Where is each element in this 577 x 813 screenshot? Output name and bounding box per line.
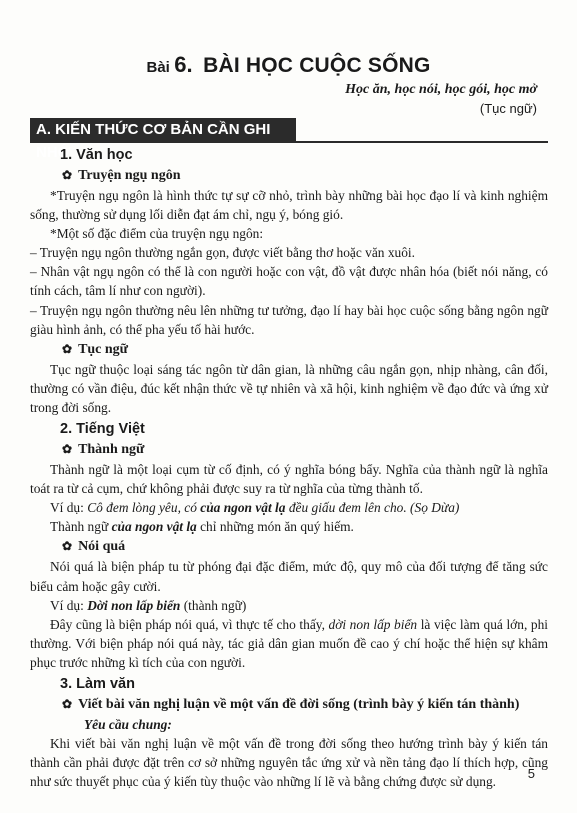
- list-item: – Nhân vật ngụ ngôn có thể là con người hoặc con vật, đồ vật được nhân hóa (biết nói năng, có tính cách, tâm lí như con người).: [30, 264, 548, 299]
- subheading-essay-label: Viết bài văn nghị luận về một vấn đề đời sống (trình bày ý kiến tán thành): [78, 696, 520, 712]
- subheading-fable-label: Truyện ngụ ngôn: [78, 168, 181, 183]
- heading-literature: 1. Văn học: [60, 147, 133, 163]
- flower-bullet-icon: ✿: [62, 539, 73, 554]
- example: [30, 596, 548, 615]
- heading-writing: 3. Làm văn: [60, 675, 135, 692]
- list-item: – Truyện ngụ ngôn thường ngắn gọn, được viết bằng thơ hoặc văn xuôi.: [30, 245, 415, 261]
- epigraph: Học ăn, học nói, học gói, học mở: [345, 82, 537, 97]
- paragraph: Khi viết bài văn nghị luận về một vấn đề trong đời sống theo hướng trình bày ý kiến tán thành cần phải được đặt trên cơ sở những nguyên tắc ứng xử và nền tảng đạo lí thích hợp, cũng như sức thuyết phục của ý kiến tùy thuộc vào những lí lẽ và bằng chứng được sử dụng.: [30, 736, 548, 790]
- text: là việc làm quá lớn, phi thường. Với biện pháp nói quá này, tác giả dân gian muốn đề cao ý chí hoặc thể hiện sự khâm phục trước những kì tích của con người.: [30, 616, 549, 670]
- paragraph: *Truyện ngụ ngôn là hình thức tự sự cỡ nhỏ, trình bày những bài học đạo lí và kinh nghiệm sống, thường sử dụng lối diễn đạt ám chỉ, ngụ ý, bóng gió.: [30, 188, 548, 223]
- flower-bullet-icon: ✿: [62, 168, 73, 182]
- requirements-label: Yêu cầu chung:: [84, 716, 172, 732]
- example: [30, 498, 548, 517]
- lesson-number: 6.: [174, 52, 193, 77]
- subheading-hyperbole: [62, 536, 548, 557]
- paragraph: Nói quá là biện pháp tu từ phóng đại đặc điểm, mức độ, quy mô của đối tượng để tăng sức biểu cảm hoặc gây cười.: [30, 559, 548, 594]
- paragraph: *Một số đặc điểm của truyện ngụ ngôn:: [50, 226, 264, 242]
- heading-vietnamese: 2. Tiếng Việt: [60, 421, 145, 438]
- subheading-proverb: [62, 339, 548, 360]
- flower-bullet-icon: ✿: [62, 442, 73, 457]
- example-idiom: của ngon vật lạ: [200, 500, 286, 516]
- example-text: đều giấu đem lên cho.: [285, 500, 407, 516]
- text: Đây cũng là biện pháp nói quá, vì thực tế cho thấy,: [50, 616, 329, 632]
- subheading-idiom-label: Thành ngữ: [78, 442, 145, 458]
- idiom-term: của ngon vật lạ: [111, 519, 197, 535]
- section-a-heading: A. KIẾN THỨC CƠ BẢN CẦN GHI NHỚ: [30, 118, 296, 141]
- subheading-hyperbole-label: Nói quá: [78, 539, 126, 555]
- subheading-idiom: [62, 439, 548, 460]
- example-text: Cô đem lòng yêu, có: [87, 500, 201, 516]
- lesson-name: BÀI HỌC CUỘC SỐNG: [203, 54, 431, 77]
- page-number: 5: [527, 766, 535, 781]
- example-idiom: Dời non lấp biển: [87, 597, 181, 613]
- flower-bullet-icon: ✿: [62, 341, 73, 356]
- subheading-essay: [62, 694, 548, 715]
- example-label: Ví dụ:: [50, 500, 88, 516]
- paragraph: Thành ngữ là một loại cụm từ cố định, có ý nghĩa bóng bẩy. Nghĩa của thành ngữ là nghĩa toát ra từ cả cụm, chứ không phải được suy ra từ nghĩa của từng thành tố.: [30, 462, 548, 497]
- lesson-title: [0, 52, 577, 78]
- content-body: [30, 143, 548, 791]
- example-label: Ví dụ:: [50, 597, 88, 613]
- list-item: – Truyện ngụ ngôn thường nêu lên những tư tưởng, đạo lí hay bài học cuộc sống bằng ngôn ngữ giàu hình ảnh, có thể pha yếu tố hài hước.: [30, 302, 548, 337]
- subheading-fable: [62, 165, 548, 186]
- subheading-proverb-label: Tục ngữ: [78, 341, 129, 357]
- text: chỉ những món ăn quý hiếm.: [196, 519, 354, 535]
- paragraph: [30, 517, 548, 536]
- idiom-term: dời non lấp biển: [328, 616, 418, 632]
- example-note: (thành ngữ): [180, 597, 247, 613]
- epigraph-source: (Tục ngữ): [479, 101, 537, 116]
- text: Thành ngữ: [50, 519, 112, 535]
- paragraph: [30, 615, 548, 672]
- flower-bullet-icon: ✿: [62, 696, 73, 711]
- lesson-label: Bài: [146, 59, 170, 76]
- example-source: (Sọ Dừa): [406, 500, 460, 516]
- paragraph: Tục ngữ thuộc loại sáng tác ngôn từ dân gian, là những câu ngắn gọn, nhịp nhàng, cân đối, thường có vần điệu, đúc kết nhận thức về tự nhiên và xã hội, kinh nghiệm về đạo đức và ứng xử trong đời sống.: [30, 361, 548, 415]
